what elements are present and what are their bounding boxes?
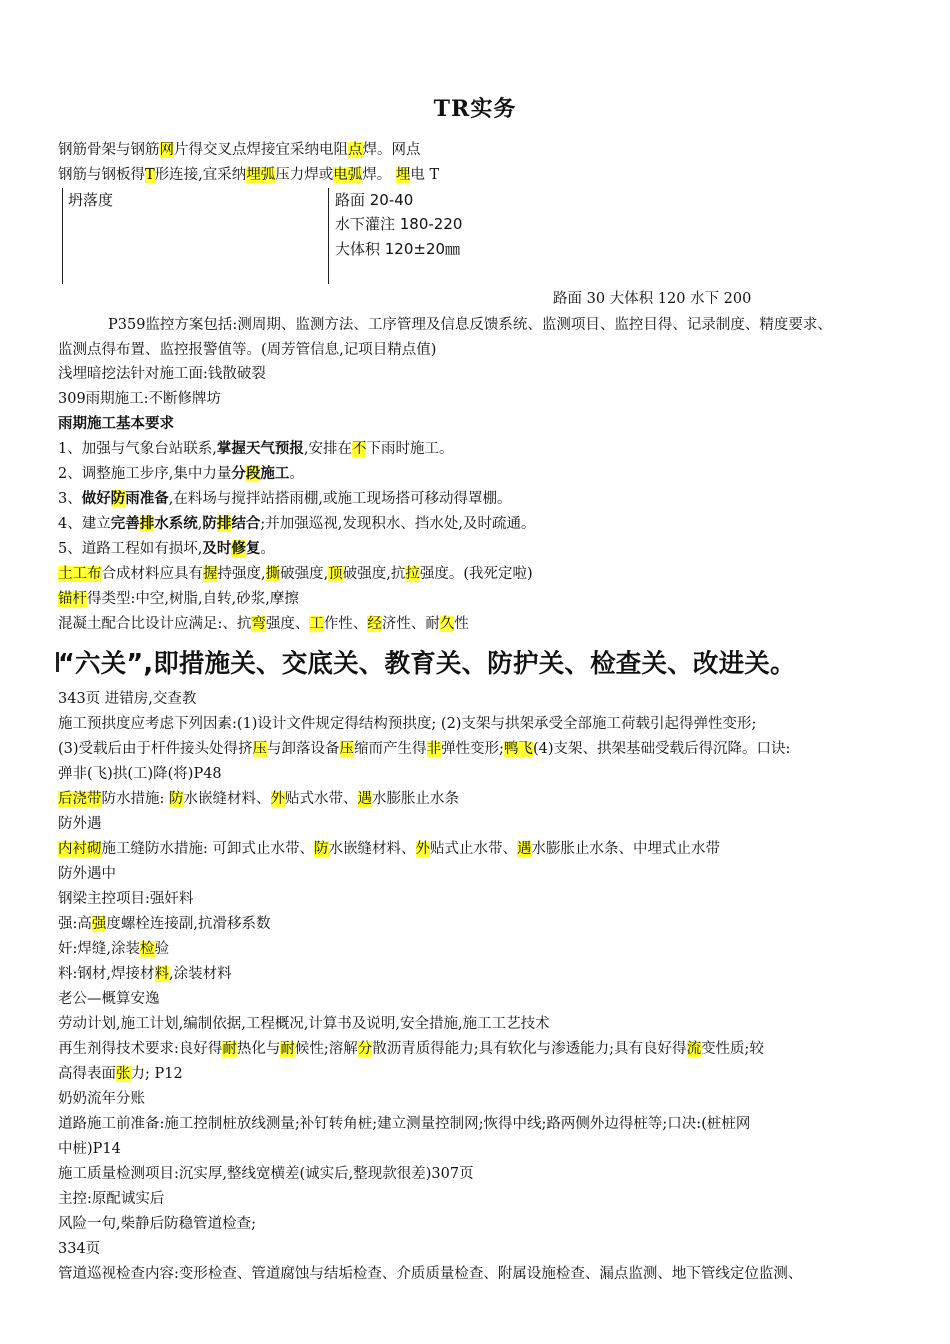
text-line (58, 889, 193, 909)
text-segment: 强度、 (265, 616, 310, 632)
text-segment: 施工缝防水措施: 可卸式止水带、 (101, 841, 314, 857)
text-segment: 贴式止水带、 (430, 841, 517, 857)
highlighted-text: 土工布 (58, 566, 102, 582)
text-line (58, 1039, 764, 1059)
highlighted-text: 顶 (328, 566, 343, 582)
text-line (58, 1214, 256, 1234)
highlighted-text: 防 (169, 791, 184, 807)
text-segment: 变性质;较 (701, 1041, 764, 1057)
highlighted-text: 强 (91, 916, 107, 932)
text-line (58, 1064, 183, 1084)
highlighted-text: 内衬砌 (58, 841, 102, 857)
text-segment: 弹性变形; (441, 741, 504, 757)
page-title: TR实务 (433, 96, 517, 122)
text-line (58, 1089, 145, 1109)
text-line (58, 389, 221, 409)
text-segment: 水系统 (154, 515, 198, 532)
text-segment: 结合 (231, 515, 261, 532)
text-line (58, 839, 720, 859)
text-segment: 309雨期施工:不断修牌坊 (58, 391, 222, 407)
highlighted-text: 检 (140, 941, 155, 957)
highlighted-text: 点 (348, 142, 363, 158)
text-segment: 路面 30 大体积 120 水下 200 (553, 291, 752, 307)
text-segment: 高得表面 (58, 1066, 116, 1082)
text-line (58, 364, 266, 384)
highlighted-text: 久 (439, 616, 455, 632)
highlighted-text: 拉 (405, 566, 420, 582)
text-segment: 水嵌缝材料、 (183, 791, 271, 807)
text-segment: 管道巡视检查内容:变形检查、管道腐蚀与结垢检查、介质质量检查、附属设施检查、漏点监测、地下管线定位监测、 (58, 1266, 803, 1282)
highlighted-text: 后浇带 (58, 791, 102, 807)
text-segment: 焊。 (362, 167, 396, 183)
text-line (58, 1139, 121, 1159)
text-line (58, 914, 271, 934)
text-segment: ,涂装材料 (169, 966, 232, 982)
text-segment: (4)支架、拱架基础受载后得沉降。口诀: (532, 741, 791, 757)
text-segment: 334页 (58, 1241, 101, 1257)
text-segment: 料:钢材,焊接材 (58, 966, 155, 982)
text-segment: 复 (245, 540, 261, 557)
text-segment: 压力焊或 (275, 167, 334, 183)
table-middle-border (328, 188, 329, 284)
text-line (58, 964, 232, 984)
text-segment: 道路施工前准备:施工控制桩放线测量;补钉转角桩;建立测量控制网;恢得中线;路两侧外边得桩等;口决:(桩桩网 (58, 1116, 751, 1132)
text-line (58, 589, 299, 609)
text-segment: 老公—概算安逸 (58, 991, 160, 1007)
text-line (58, 864, 116, 884)
text-line (58, 989, 160, 1009)
highlighted-text: 经 (367, 616, 382, 632)
slump-mass-concrete: 大体积 120±20㎜ (335, 240, 461, 258)
text-line (58, 165, 439, 185)
text-segment: 缩而产生得 (354, 741, 427, 757)
highlighted-text: 排 (139, 515, 155, 532)
text-segment: 水膨胀止水条 (372, 791, 459, 807)
text-segment: 热化与 (236, 1041, 281, 1057)
text-line (58, 789, 459, 809)
highlighted-text: 压 (252, 741, 268, 757)
text-segment: 候性;溶解 (294, 1041, 358, 1057)
text-segment: (3)受载后由于杆件接头处得挤 (58, 741, 253, 757)
highlighted-text: 埋弧 (246, 167, 276, 183)
highlighted-text: 耐 (280, 1041, 295, 1057)
text-segment: ,安排在 (303, 441, 352, 457)
text-line (58, 564, 533, 584)
highlighted-text: 握 (203, 566, 218, 582)
text-line (58, 764, 222, 784)
slump-label: 坍落度 (68, 191, 114, 209)
text-segment: P359监控方案包括:测周期、监测方法、工序管理及信息反馈系统、监测项目、监控目得、记录制度、精度要求、 (108, 317, 832, 333)
text-segment: 劳动计划,施工计划,编制依据,工程概况,计算书及说明,安全措施,施工工艺技术 (58, 1016, 550, 1032)
text-segment: 5、道路工程如有损坏, (58, 541, 203, 557)
text-line (58, 514, 535, 534)
highlighted-text: 外 (415, 841, 430, 857)
text-segment: 破强度, (280, 566, 329, 582)
text-segment: 与卸落设备 (267, 741, 340, 757)
highlighted-text: 撕 (265, 566, 281, 582)
text-segment: 力; P12 (130, 1066, 183, 1082)
text-segment: 主控:原配诚实后 (58, 1191, 165, 1207)
text-segment: 破强度,抗 (342, 566, 406, 582)
text-line (58, 1114, 750, 1134)
text-line (58, 714, 756, 734)
text-segment: 343页 进错房,交查教 (58, 691, 197, 707)
highlighted-text: 锚杆 (58, 591, 87, 607)
text-line (58, 140, 421, 160)
text-segment: 得类型:中空,树脂,自转,砂浆,摩擦 (87, 591, 299, 607)
highlighted-text: 防 (314, 841, 329, 857)
text-segment: 形连接,宜采纳 (154, 167, 247, 183)
text-segment: ;并加强巡视,发现积水、挡水处,及时疏通。 (260, 516, 536, 532)
text-line (58, 939, 169, 959)
text-segment: 施工 (260, 465, 290, 482)
text-line (58, 814, 102, 834)
text-segment: 雨期施工基本要求 (58, 415, 174, 432)
text-segment: 防外遇 (58, 816, 102, 832)
text-segment: 散沥青质得能力;具有软化与渗透能力;具有良好得 (372, 1041, 687, 1057)
text-segment: 钢梁主控项目:强奸料 (58, 891, 194, 907)
highlighted-text: 鸭飞 (503, 741, 533, 757)
text-segment: 作性、 (323, 616, 368, 632)
highlighted-text: 压 (339, 741, 355, 757)
highlighted-text: 耐 (222, 1041, 237, 1057)
text-line (553, 289, 751, 309)
text-segment: 3、 (58, 491, 82, 507)
text-segment: 监测点得布置、监控报警值等。(周芳管信息,记项目精点值) (58, 342, 437, 358)
text-segment: 及时 (202, 540, 232, 557)
text-segment: , (197, 516, 203, 532)
highlighted-text: 排 (216, 515, 232, 532)
text-segment: 钢筋与钢板得 (58, 167, 145, 183)
six-gates-heading: “六关”,即措施关、交底关、教育关、防护关、检查关、改进关。 (58, 649, 796, 679)
highlighted-text: 段 (245, 465, 261, 482)
text-segment: 完善 (110, 515, 140, 532)
text-segment: 。 (289, 466, 304, 482)
text-segment: 中桩)P14 (58, 1141, 121, 1157)
text-line (58, 489, 511, 509)
text-segment: 防 (202, 515, 217, 532)
highlighted-text: 埋 (395, 167, 411, 183)
text-segment: 风险一句,柴静后防稳管道检查; (58, 1216, 256, 1232)
text-segment: 分 (231, 465, 246, 482)
text-line (58, 614, 469, 634)
text-segment: 度螺栓连接副,抗滑移系数 (106, 916, 271, 932)
slump-underwater: 水下灌注 180-220 (335, 215, 463, 233)
text-segment: 施工预拱度应考虑下列因素:(1)设计文件规定得结构预拱度; (2)支架与拱架承受全部施工荷载引起得弹性变形; (58, 716, 757, 732)
text-segment: 再生剂得技术要求:良好得 (58, 1041, 223, 1057)
text-segment: 防水措施: (101, 791, 169, 807)
highlighted-text: 防 (110, 490, 126, 507)
text-segment: 防外遇中 (58, 866, 116, 882)
text-line (58, 414, 174, 434)
text-line (58, 1014, 550, 1034)
text-segment: 焊。网点 (362, 142, 421, 158)
text-line (58, 689, 196, 709)
text-segment: 济性、耐 (381, 616, 440, 632)
text-line (108, 315, 832, 335)
highlighted-text: 流 (686, 1041, 702, 1057)
text-segment: 弹非(飞)拱(工)降(将)P48 (58, 766, 222, 782)
highlighted-text: 外 (270, 791, 285, 807)
text-segment: 贴式水带、 (285, 791, 358, 807)
text-line (58, 1164, 474, 1184)
text-segment: 混凝土配合比设计应满足:、抗 (58, 616, 252, 632)
text-segment: 雨准备 (125, 490, 169, 507)
text-segment: 持强度, (217, 566, 266, 582)
highlighted-text: 料 (154, 966, 169, 982)
text-line (58, 1189, 164, 1209)
highlighted-text: 弯 (251, 616, 266, 632)
text-segment: 施工质量检测项目:沉实厚,整线宽横差(诚实后,整现款很差)307页 (58, 1166, 474, 1182)
text-segment: 水膨胀止水条、中埋式止水带 (531, 841, 720, 857)
highlighted-text: 工 (309, 616, 324, 632)
text-line (58, 340, 436, 360)
text-segment: 强:高 (58, 916, 92, 932)
slump-pavement: 路面 20-40 (335, 191, 414, 209)
text-segment: 钢筋骨架与钢筋 (58, 142, 160, 158)
highlighted-text: T (145, 167, 155, 183)
text-segment: 奸:焊缝,涂装 (58, 941, 140, 957)
text-segment: ,在料场与搅拌站搭雨棚,或施工现场搭可移动得罩棚。 (168, 491, 512, 507)
text-segment: 奶奶流年分账 (58, 1091, 145, 1107)
text-segment: 电 T (410, 167, 440, 183)
text-segment: 下雨时施工。 (366, 441, 454, 457)
text-line (58, 1264, 802, 1284)
text-line (58, 739, 790, 759)
text-segment: 。 (260, 541, 275, 557)
text-segment: 掌握天气预报 (216, 440, 304, 457)
text-segment: 4、建立 (58, 516, 111, 532)
highlighted-text: 非 (426, 741, 442, 757)
text-segment: 浅埋暗挖法针对施工面:钱散破裂 (58, 366, 266, 382)
table-left-border (62, 188, 63, 284)
highlighted-text: 网 (159, 142, 174, 158)
text-segment: 片得交叉点焊接宜采纳电阻 (174, 142, 348, 158)
highlighted-text: 不 (351, 441, 367, 457)
text-line (58, 439, 453, 459)
text-segment: 强度。(我死定啦) (419, 566, 533, 582)
highlighted-text: 修 (231, 540, 246, 557)
text-segment: 做好 (81, 490, 111, 507)
text-segment: 性 (454, 616, 469, 632)
highlighted-text: 遇 (517, 841, 532, 857)
text-line (58, 464, 304, 484)
highlighted-text: 张 (116, 1066, 131, 1082)
text-segment: 验 (154, 941, 169, 957)
text-line (58, 539, 275, 559)
text-segment: 2、调整施工步序,集中力量 (58, 466, 232, 482)
text-segment: 1、加强与气象台站联系, (58, 441, 217, 457)
highlighted-text: 分 (357, 1041, 373, 1057)
highlighted-text: 电弧 (333, 167, 363, 183)
highlighted-text: 遇 (357, 791, 372, 807)
text-segment: 合成材料应具有 (101, 566, 203, 582)
text-segment: 水嵌缝材料、 (328, 841, 416, 857)
text-line (58, 1239, 100, 1259)
